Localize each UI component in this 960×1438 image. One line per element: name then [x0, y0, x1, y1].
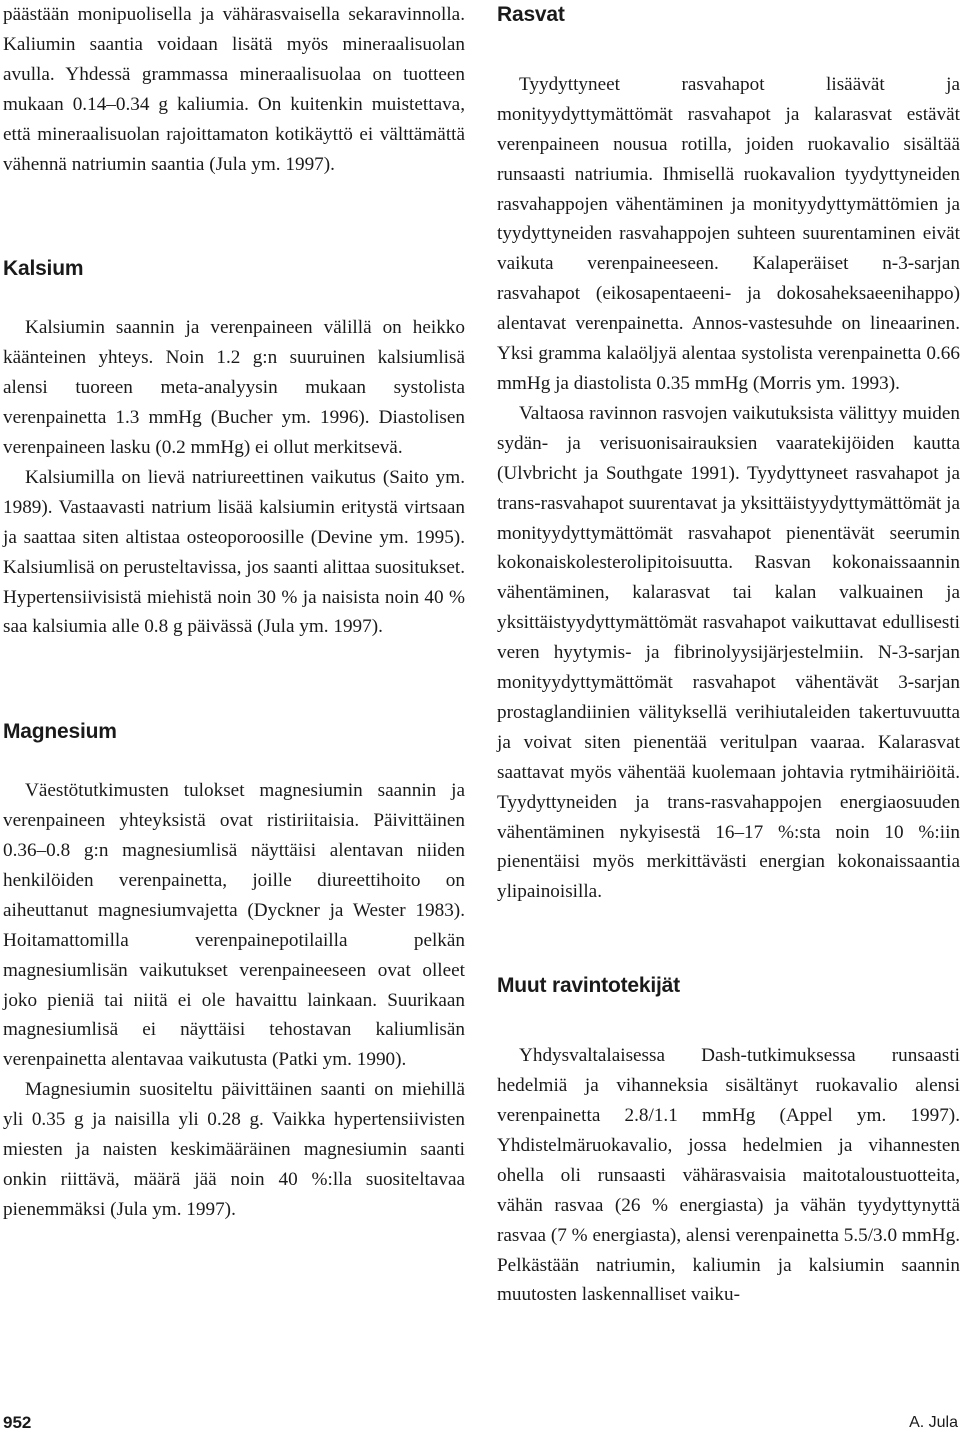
rasvat-heading: Rasvat — [497, 3, 565, 26]
intro-paragraph: päästään monipuolisella ja vähärasvaisella sekaravinnolla. Kaliumin saantia voidaan lisätä myös mineraalisuolan avulla. Yhdessä grammassa mineraalisuolaa on tuotteen mukaan 0.14–0.34 g kaliumia. On kuitenkin muistettava, että mineraalisuolan rajoittamaton kotikäyttö ei välttämättä vähennä natriumin saantia (Jula ym. 1997). — [3, 4, 465, 175]
rasvat-paragraph-1: Tyydyttyneet rasvahapot lisäävät ja monityydyttymättömät rasvahapot ja kalarasvat estävät verenpaineen nousua rotilla, joiden ruokavalio sisältää runsaasti natriumia. Ihmisellä ruokavalion tyydyttyneiden rasvahappojen vähentäminen ja monityydyttymättömien ja tyydyttyneiden rasvahappojen suhteen suurentaminen eivät vaikuta verenpaineeseen. Kalaperäiset n-3-sarjan rasvahapot (eikosapentaeeni- ja dokosaheksaeenihappo) alentavat verenpainetta. Annos-vastesuhde on lineaarinen. Yksi gramma kalaöljyä alentaa systolista verenpainetta 0.66 mmHg ja diastolista 0.35 mmHg (Morris ym. 1993). — [497, 73, 960, 394]
page-number: 952 — [3, 1413, 32, 1432]
kalsium-paragraph-1: Kalsiumin saannin ja verenpaineen välillä on heikko käänteinen yhteys. Noin 1.2 g:n suuruinen kalsiumlisä alensi tuoreen meta-analyysin mukaan systolista verenpainetta 1.3 mmHg (Bucher ym. 1996). Diastolisen verenpaineen lasku (0.2 mmHg) ei ollut merkitsevä. — [3, 317, 465, 458]
magnesium-paragraph-2: Magnesiumin suositeltu päivittäinen saanti on miehillä yli 0.35 g ja naisilla yli 0.28 g. Vaikka hypertensiivisten miesten ja naisten keskimääräinen magnesiumin saanti onkin riittävä, määrä jää noin 40 %:lla suositeltavaa pienemmäksi (Jula ym. 1997). — [3, 1079, 465, 1220]
spacer — [3, 747, 465, 776]
muut-paragraph-1: Yhdysvaltalaisessa Dash-tutkimuksessa runsaasti hedelmiä ja vihanneksia sisältänyt ruokavalio alensi verenpainetta 2.8/1.1 mmHg (Appel ym. 1997). Yhdistelmäruokavalio, jossa hedelmien ja vihannesten ohella oli runsaasti vähärasvaisia maitotaloustuotteita, vähän rasvaa (26 % energiasta) ja vähän tyydyttynyttä rasvaa (7 % energiasta), alensi verenpainetta 5.5/3.0 mmHg. Pelkästään natriumin, kaliumin ja kalsiumin saannin muutosten laskennalliset vaiku- — [497, 1045, 960, 1306]
spacer — [497, 1001, 960, 1041]
spacer — [497, 30, 960, 70]
running-author: A. Jula — [909, 1414, 958, 1431]
magnesium-heading: Magnesium — [3, 720, 117, 744]
kalsium-heading: Kalsium — [3, 257, 84, 281]
magnesium-paragraph-1: Väestötutkimusten tulokset magnesiumin saannin ja verenpaineen yhteyksistä ovat ristiriitaisia. Päivittäinen 0.36–0.8 g:n magnesiumlisä näyttäisi alentavan niiden henkilöiden verenpainetta, joille diureettihoito on aiheuttanut magnesiumvajetta (Dyckner ja Wester 1983). Hoitamattomilla verenpainepotilailla pelkän magnesiumlisän vaikutukset verenpaineeseen ovat olleet joko pieniä tai niitä ei ole havaittu lainkaan. Suurikaan magnesiumlisä ei näyttäisi tehostavan kaliumlisän verenpainetta alentavaa vaikutusta (Patki ym. 1990). — [3, 780, 465, 1071]
right-column — [497, 0, 960, 1310]
spacer — [3, 179, 465, 254]
kalsium-paragraph-2: Kalsiumilla on lievä natriureettinen vaikutus (Saito ym. 1989). Vastaavasti natrium lisää kalsiumin eritystä virtsaan ja saattaa siten altistaa osteoporoosille (Devine ym. 1995). Kalsiumlisä on perusteltavissa, jos saanti alittaa suositukset. Hypertensiivisistä miehistä noin 30 % ja naisista noin 40 % saa kalsiumia alle 0.8 g päivässä (Jula ym. 1997). — [3, 466, 465, 638]
spacer — [3, 642, 465, 717]
spacer — [3, 284, 465, 313]
left-column — [3, 0, 465, 1225]
muut-heading: Muut ravintotekijät — [497, 974, 680, 998]
rasvat-paragraph-2: Valtaosa ravinnon rasvojen vaikutuksista välittyy muiden sydän- ja verisuonisairauksien vaaratekijöiden kautta (Ulvbricht ja Southgate 1991). Tyydyttyneet rasvahapot ja trans-rasvahapot suurentavat ja yksittäistyydyttymättömät ja monityydyttymättömät rasvahapot pienentävät seerumin kokonaiskolesterolipitoisuutta. Rasvan kokonaissaannin vähentäminen, kalarasvat tai kalan valkuainen ja yksittäistyydyttymättömät rasvahapot vaikuttavat edullisesti veren hyytymis- ja fibrinolyysijärjestelmiin. N-3-sarjan monityydyttymättömät rasvahapot vähentävät 3-sarjan prostaglandiinien välityksellä verihiutaleiden takertuvuutta ja voivat siten pienentää veritulpan vaaraa. Kalarasvat saattavat myös vähentää kuolemaan johtavia rytmihäiriöitä. Tyydyttyneiden ja trans-rasvahappojen energiaosuuden vähentäminen nykyisestä 16–17 %:sta noin 10 %:iin pienentäisi myös merkittävästi energian kokonaissaantia ylipainoisilla. — [497, 402, 960, 903]
spacer — [497, 907, 960, 971]
